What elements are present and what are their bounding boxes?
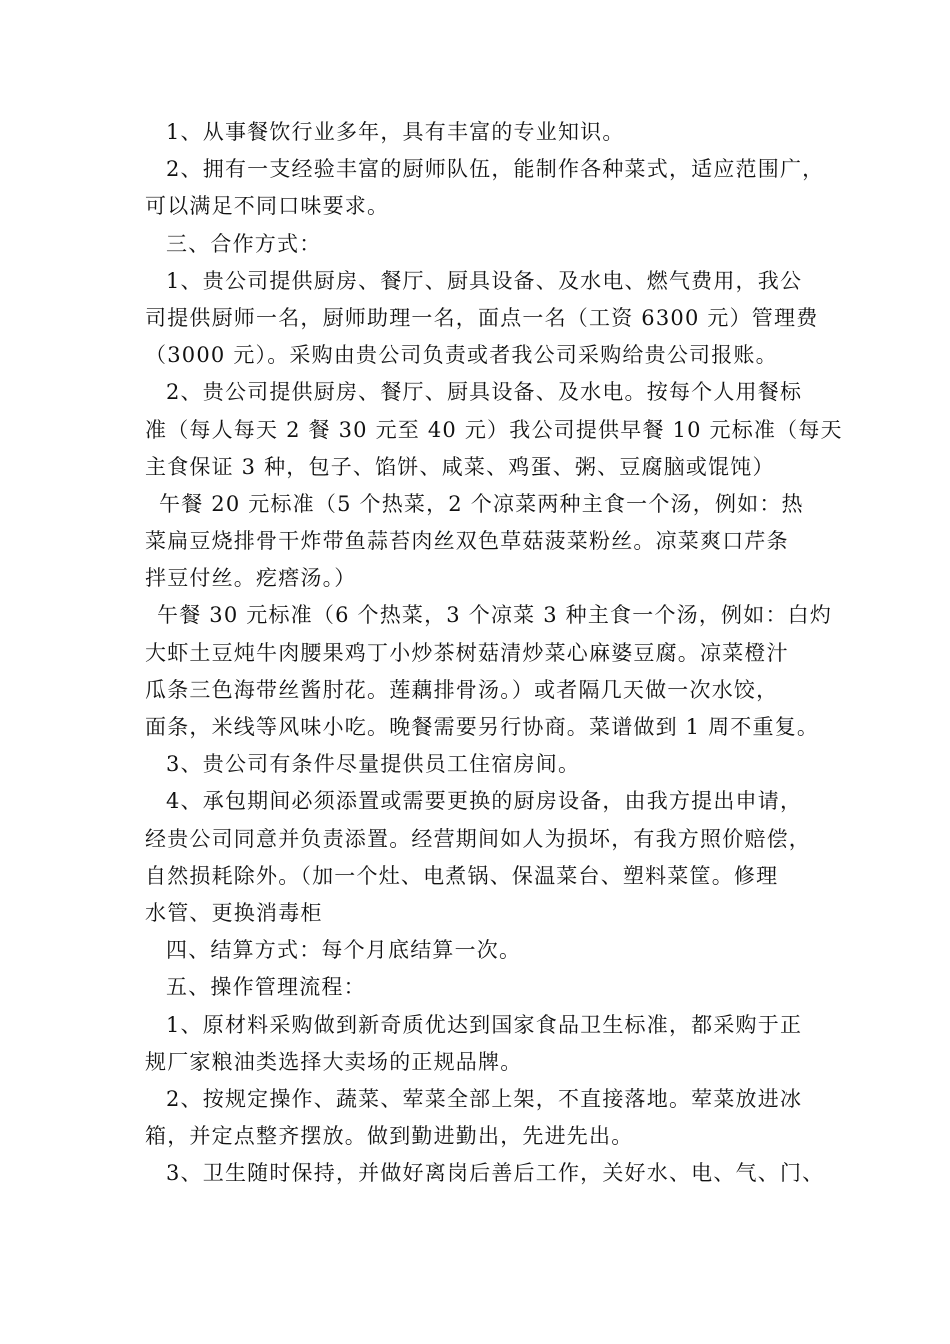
paragraph-line: 经贵公司同意并负责添置。经营期间如人为损坏，有我方照价赔偿， — [145, 826, 811, 851]
paragraph-line: 午餐 30 元标准（6 个热菜，3 个凉菜 3 种主食一个汤，例如：白灼 — [157, 603, 833, 628]
paragraph-line: 准（每人每天 2 餐 30 元至 40 元）我公司提供早餐 10 元标准（每天 — [145, 417, 843, 442]
paragraph-line: 瓜条三色海带丝酱肘花。莲藕排骨汤。）或者隔几天做一次水饺， — [145, 677, 779, 702]
paragraph-line: 可以满足不同口味要求。 — [145, 194, 390, 219]
paragraph-line: 大虾土豆炖牛肉腰果鸡丁小炒茶树菇清炒菜心麻婆豆腐。凉菜橙汁 — [145, 640, 789, 665]
paragraph-line: 1、原材料采购做到新奇质优达到国家食品卫生标准，都采购于正 — [166, 1012, 803, 1037]
document-body — [145, 114, 843, 1192]
paragraph-line: 拌豆付丝。疙瘩汤。） — [145, 566, 357, 591]
section-heading: 三、合作方式： — [166, 231, 322, 256]
paragraph-line: 2、按规定操作、蔬菜、荤菜全部上架，不直接落地。荤菜放进冰 — [166, 1086, 803, 1111]
paragraph-line: 水管、更换消毒柜 — [145, 900, 323, 925]
paragraph-line: 4、承包期间必须添置或需要更换的厨房设备，由我方提出申请， — [166, 789, 803, 814]
paragraph-line: 3、贵公司有条件尽量提供员工住宿房间。 — [166, 752, 581, 777]
paragraph-line: 箱，并定点整齐摆放。做到勤进勤出，先进先出。 — [145, 1124, 634, 1149]
paragraph-line: 午餐 20 元标准（5 个热菜，2 个凉菜两种主食一个汤，例如：热 — [159, 491, 804, 516]
paragraph-line: 1、从事餐饮行业多年，具有丰富的专业知识。 — [166, 120, 625, 144]
paragraph-line: 规厂家粮油类选择大卖场的正规品牌。 — [145, 1049, 523, 1074]
paragraph-line: 司提供厨师一名，厨师助理一名，面点一名（工资 6300 元）管理费 — [145, 305, 819, 330]
paragraph-line: 3、卫生随时保持，并做好离岗后善后工作，关好水、电、气、门、 — [166, 1161, 825, 1186]
paragraph-line: 面条，米线等风味小吃。晚餐需要另行协商。菜谱做到 1 周不重复。 — [145, 715, 820, 739]
paragraph-line: 主食保证 3 种，包子、馅饼、咸菜、鸡蛋、粥、豆腐脑或馄饨） — [145, 454, 775, 479]
section-heading: 四、结算方式：每个月底结算一次。 — [166, 938, 522, 963]
paragraph-line: 2、贵公司提供厨房、餐厅、厨具设备、及水电。按每个人用餐标 — [166, 380, 803, 405]
paragraph-line: （3000 元）。采购由贵公司负责或者我公司采购给贵公司报账。 — [145, 343, 778, 368]
paragraph-line: 自然损耗除外。（加一个灶、电煮锅、保温菜台、塑料菜筐。修理 — [145, 863, 779, 888]
section-heading: 五、操作管理流程： — [166, 975, 366, 1000]
paragraph-line: 2、拥有一支经验丰富的厨师队伍，能制作各种菜式，适应范围广， — [166, 157, 825, 182]
paragraph-line: 菜扁豆烧排骨干炸带鱼蒜苔肉丝双色草菇菠菜粉丝。凉菜爽口芹条 — [145, 529, 789, 554]
paragraph-line: 1、贵公司提供厨房、餐厅、厨具设备、及水电、燃气费用，我公 — [166, 268, 803, 293]
